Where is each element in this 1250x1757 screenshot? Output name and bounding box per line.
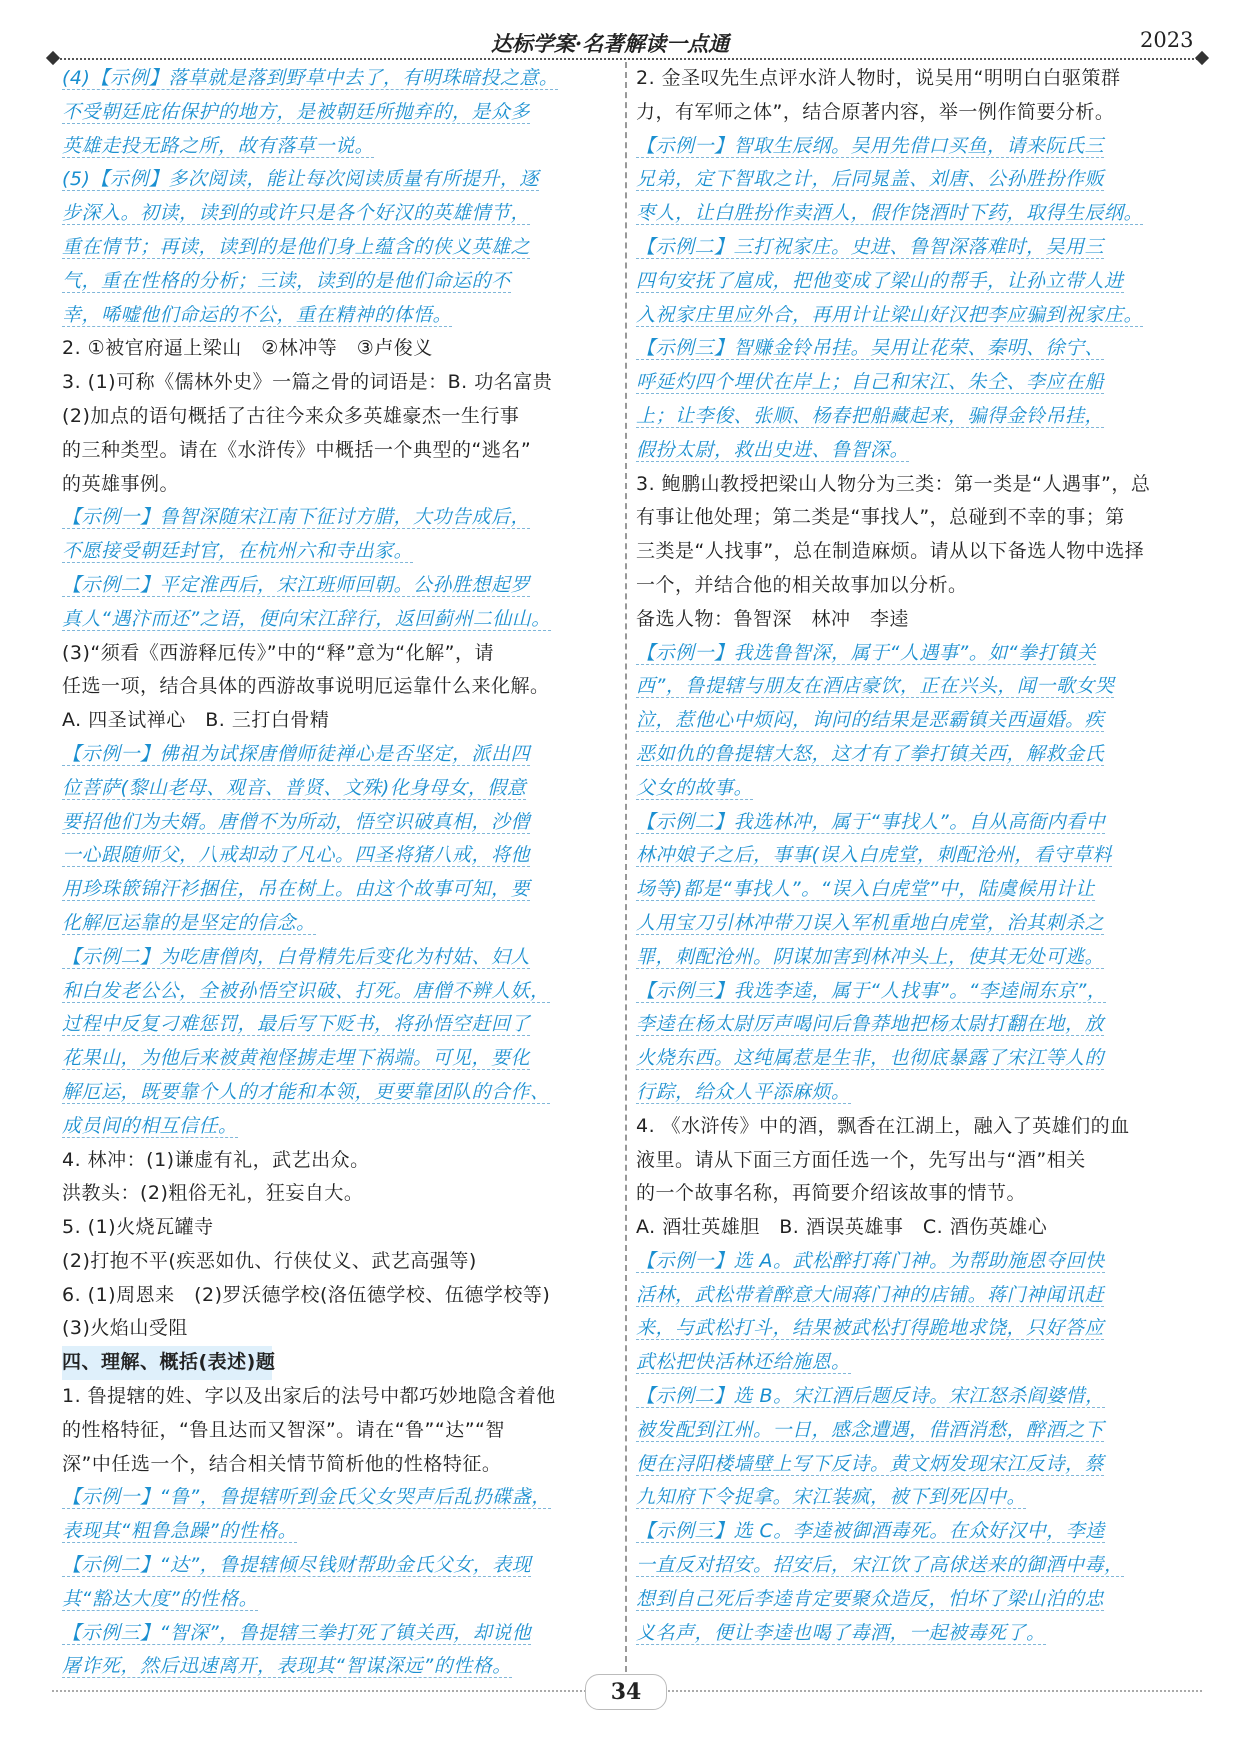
answer-line [62,839,612,873]
line-text: 化解厄运靠的是坚定的信念。 [62,911,316,934]
answer-line [636,1380,1196,1414]
answer-line [62,806,612,840]
question-line [62,1144,612,1178]
line-text: (2)加点的语句概括了古往今来众多英雄豪杰一生行事 [62,404,520,427]
header-year: 2023 [1140,28,1194,52]
line-text: 兄弟，定下智取之计，后同晁盖、刘唐、公孙胜扮作贩 [636,168,1105,191]
line-text: 一直反对招安。招安后，宋江饮了高俅送来的御酒中毒， [636,1554,1124,1577]
line-text: 5. (1)火烧瓦罐寺 [62,1216,214,1239]
question-line [62,1414,612,1448]
line-text: A. 酒壮英雄胆 B. 酒误英雄事 C. 酒伤英雄心 [636,1216,1048,1239]
answer-line [636,1346,1196,1380]
answer-line [636,1245,1196,1279]
answer-line [62,1515,612,1549]
answer-line [636,975,1196,1009]
question-line [636,1211,1196,1245]
line-text: 【示例一】选 A。武松醉打蒋门神。为帮助施恩夺回快 [636,1249,1105,1272]
answer-line [636,941,1196,975]
line-text: 深”中任选一个，结合相关情节简析他的性格特征。 [62,1452,502,1475]
answer-line [636,434,1196,468]
answer-line [636,265,1196,299]
left-diamond-icon [46,51,60,65]
line-text: 恶如仇的鲁提辖大怒，这才有了拳打镇关西，解救金氏 [636,742,1105,765]
line-text: 李逵在杨太尉厉声喝问后鲁莽地把杨太尉打翻在地，放 [636,1013,1105,1036]
answer-line [62,1076,612,1110]
question-line [636,1144,1196,1178]
line-text: 有事让他处理；第二类是“事找人”，总碰到不幸的事；第 [636,506,1125,529]
line-text: 表现其“粗鲁急躁”的性格。 [62,1520,298,1543]
line-text: 屠诈死，然后迅速离开，表现其“智谋深远”的性格。 [62,1655,512,1678]
answer-line [62,907,612,941]
line-text: 气，重在性格的分析；三读，读到的是他们命运的不 [62,269,511,292]
line-text: 【示例三】选 C。李逵被御酒毒死。在众好汉中，李逵 [636,1520,1105,1543]
line-text: 【示例一】鲁智深随宋江南下征讨方腊，大功告成后， [62,506,531,529]
answer-line [636,907,1196,941]
answer-line [636,1076,1196,1110]
line-text: 林冲娘子之后，事事(误入白虎堂，刺配沧州，看守草料 [636,844,1112,867]
answer-line [62,569,612,603]
answer-line [636,1549,1196,1583]
question-line [62,468,612,502]
answer-line [62,1583,612,1617]
answer-line [636,130,1196,164]
line-text: 来，与武松打斗，结果被武松打得跪地求饶，只好答应 [636,1317,1105,1340]
line-text: (2)打抱不平(疾恶如仇、行侠仗义、武艺高强等) [62,1249,477,1272]
line-text: 罪，刺配沧州。阴谋加害到林冲头上，使其无处可逃。 [636,945,1105,968]
answer-line [62,603,612,637]
answer-line [62,265,612,299]
answer-line [636,670,1196,704]
line-text: 被发配到江州。一日，感念遭遇，借酒消愁，醉酒之下 [636,1418,1105,1441]
line-text: 用珍珠篏锦汗衫捆住，吊在树上。由这个故事可知，要 [62,878,531,901]
line-text: 武松把快活林还给施恩。 [636,1351,851,1374]
question-line [62,670,612,704]
answer-line [62,62,612,96]
line-text: 义名声，便让李逵也喝了毒酒，一起被毒死了。 [636,1621,1046,1644]
answer-line [62,941,612,975]
answer-line [636,637,1196,671]
line-text: 人用宝刀引林冲带刀误入军机重地白虎堂，治其刺杀之 [636,911,1105,934]
answer-line [62,1481,612,1515]
question-line [636,569,1196,603]
line-text: 九知府下令捉拿。宋江装疯，被下到死囚中。 [636,1486,1027,1509]
answer-line [636,197,1196,231]
answer-line [636,873,1196,907]
line-text: A. 四圣试禅心 B. 三打白骨精 [62,709,330,732]
line-text: 和白发老公公，全被孙悟空识破、打死。唐僧不辨人妖， [62,979,550,1002]
answer-line [636,839,1196,873]
line-text: (4)【示例】落草就是落到野草中去了，有明珠暗投之意。 [62,67,559,89]
line-text: 4. 林冲：(1)谦虚有礼，武艺出众。 [62,1148,370,1171]
question-line [62,1211,612,1245]
answer-line [62,975,612,1009]
answer-line [62,1008,612,1042]
right-column [636,62,1196,1650]
line-text: 洪教头：(2)粗俗无礼，狂妄自大。 [62,1182,364,1205]
question-line [62,332,612,366]
line-text: 【示例一】佛祖为试探唐僧师徒禅心是否坚定，派出四 [62,742,531,765]
line-text: 【示例三】“智深”，鲁提辖三拳打死了镇关西，却说他 [62,1621,532,1644]
answer-line [62,231,612,265]
answer-line [636,163,1196,197]
line-text: 备选人物：鲁智深 林冲 李逵 [636,607,910,630]
line-text: 解厄运，既要靠个人的才能和本领，更要靠团队的合作、 [62,1080,550,1103]
question-line [62,704,612,738]
line-text: 西”，鲁提辖与朋友在酒店豪饮，正在兴头，闻一歌女哭 [636,675,1115,698]
answer-line [636,1617,1196,1651]
line-text: 枣人，让白胜扮作卖酒人，假作饶酒时下药，取得生辰纲。 [636,202,1144,225]
line-text: 【示例二】三打祝家庄。史进、鲁智深落难时，吴用三 [636,235,1105,258]
line-text: 泣，惹他心中烦闷，询问的结果是恶霸镇关西逼婚。疾 [636,709,1105,732]
answer-line [636,1312,1196,1346]
line-text: 父女的故事。 [636,776,754,799]
line-text: 液里。请从下面三方面任选一个，先写出与“酒”相关 [636,1148,1086,1171]
answer-line [636,1279,1196,1313]
line-text: 其“豁达大度”的性格。 [62,1587,259,1610]
page-number: 34 [585,1674,667,1710]
question-line [636,1177,1196,1211]
line-text: 【示例三】我选李逵，属于“人找事”。“李逵闹东京”， [636,979,1107,1002]
line-text: 不愿接受朝廷封官，在杭州六和寺出家。 [62,540,414,563]
line-text: 重在情节；再读，读到的是他们身上蕴含的侠义英雄之 [62,235,531,258]
line-text: 3. (1)可称《儒林外史》一篇之骨的词语是：B. 功名富贵 [62,371,553,394]
answer-line [62,535,612,569]
question-line [62,1448,612,1482]
answer-line [62,299,612,333]
answer-line [636,738,1196,772]
answer-line [636,299,1196,333]
answer-line [62,1549,612,1583]
answer-line [636,1414,1196,1448]
line-text: 呼延灼四个埋伏在岸上；自己和宋江、朱仝、李应在船 [636,371,1105,394]
answer-line [636,231,1196,265]
answer-line [636,1448,1196,1482]
line-text: 的三种类型。请在《水浒传》中概括一个典型的“逃名” [62,438,532,461]
answer-line [636,1583,1196,1617]
line-text: 想到自己死后李逵肯定要聚众造反，怕坏了梁山泊的忠 [636,1587,1105,1610]
book-title: 达标学案·名著解读一点通 [490,31,730,56]
line-text: 英雄走投无路之所，故有落草一说。 [62,134,375,157]
line-text: 火烧东西。这纯属惹是生非，也彻底暴露了宋江等人的 [636,1047,1105,1070]
line-text: 【示例二】为吃唐僧肉，白骨精先后变化为村姑、妇人 [62,945,531,968]
question-line [62,1245,612,1279]
line-text: 【示例二】平定淮西后，宋江班师回朝。公孙胜想起罗 [62,573,531,596]
line-text: 一个，并结合他的相关故事加以分析。 [636,573,968,596]
line-text: 不受朝廷庇佑保护的地方，是被朝廷所抛弃的，是众多 [62,100,531,123]
question-line [62,1177,612,1211]
answer-line [636,704,1196,738]
line-text: 幸，唏嘘他们命运的不公，重在精神的体悟。 [62,303,453,326]
line-text: 的英雄事例。 [62,472,180,495]
line-text: 【示例三】智赚金铃吊挂。吴用让花荣、秦明、徐宁、 [636,337,1105,360]
question-line [636,468,1196,502]
question-line [636,96,1196,130]
line-text: 上；让李俊、张顺、杨春把船藏起来，骗得金铃吊挂， [636,404,1105,427]
line-text: 的一个故事名称，再简要介绍该故事的情节。 [636,1182,1027,1205]
line-text: (5)【示例】多次阅读，能让每次阅读质量有所提升，逐 [62,168,539,191]
line-text: 步深入。初读，读到的或许只是各个好汉的英雄情节， [62,202,531,225]
line-text: 【示例二】“达”，鲁提辖倾尽钱财帮助金氏父女，表现 [62,1554,532,1577]
answer-line [62,1042,612,1076]
line-text: 力，有军师之体”，结合原著内容，举一例作简要分析。 [636,100,1115,123]
answer-line [62,96,612,130]
line-text: 四、理解、概括(表述)题 [62,1346,272,1380]
answer-line [62,772,612,806]
line-text: 行踪，给众人平添麻烦。 [636,1080,851,1103]
line-text: 2. 金圣叹先生点评水浒人物时，说吴用“明明白白驱策群 [636,67,1121,89]
question-line [62,366,612,400]
question-line [636,62,1196,96]
answer-line [636,1008,1196,1042]
line-text: 3. 鲍鹏山教授把梁山人物分为三类：第一类是“人遇事”，总 [636,472,1151,495]
question-line [636,501,1196,535]
line-text: 的性格特征，“鲁且达而又智深”。请在“鲁”“达”“智 [62,1418,505,1441]
line-text: 【示例二】选 B。宋江酒后题反诗。宋江怒杀阎婆惜， [636,1385,1105,1408]
line-text: 1. 鲁提辖的姓、字以及出家后的法号中都巧妙地隐含着他 [62,1385,556,1408]
line-text: 一心跟随师父，八戒却动了凡心。四圣将猪八戒，将他 [62,844,531,867]
line-text: 真人“遇汴而还”之语，便向宋江辞行，返回蓟州二仙山。 [62,607,551,630]
question-line [636,535,1196,569]
line-text: 花果山，为他后来被黄袍怪掳走埋下祸端。可见，要化 [62,1047,531,1070]
answer-line [62,1617,612,1651]
answer-line [62,738,612,772]
line-text: 【示例一】“鲁”，鲁提辖听到金氏父女哭声后乱扔碟盏， [62,1486,551,1509]
column-divider [625,62,627,1672]
question-line [62,1312,612,1346]
line-text: 入祝家庄里应外合，再用计让梁山好汉把李应骗到祝家庄。 [636,303,1144,326]
answer-line [62,163,612,197]
question-line [62,1380,612,1414]
answer-line [636,1515,1196,1549]
line-text: 成员间的相互信任。 [62,1114,238,1137]
line-text: 【示例一】我选鲁智深，属于“人遇事”。如“拳打镇关 [636,641,1097,664]
line-text: 过程中反复刁难惩罚，最后写下贬书，将孙悟空赶回了 [62,1013,531,1036]
answer-line [636,400,1196,434]
section-heading [62,1346,612,1380]
line-text: 位菩萨(黎山老母、观音、普贤、文殊)化身母女，假意 [62,776,527,799]
question-line [636,603,1196,637]
line-text: 活林，武松带着醉意大闹蒋门神的店铺。蒋门神闻讯赶 [636,1283,1105,1306]
line-text: 便在浔阳楼墙壁上写下反诗。黄文炳发现宋江反诗，蔡 [636,1452,1105,1475]
answer-line [62,873,612,907]
answer-line [636,332,1196,366]
question-line [62,1279,612,1313]
line-text: (3)“须看《西游释厄传》”中的“释”意为“化解”，请 [62,641,494,664]
question-line [62,400,612,434]
header-rule [52,58,1202,60]
line-text: 4. 《水浒传》中的酒，飘香在江湖上，融入了英雄们的血 [636,1114,1130,1137]
answer-line [62,1110,612,1144]
left-column [62,62,612,1684]
line-text: 三类是“人找事”，总在制造麻烦。请从以下备选人物中选择 [636,540,1145,563]
answer-line [62,130,612,164]
answer-line [636,366,1196,400]
line-text: 假扮太尉，救出史进、鲁智深。 [636,438,910,461]
question-line [62,434,612,468]
line-text: 四句安抚了扈成，把他变成了梁山的帮手，让孙立带人进 [636,269,1124,292]
answer-line [636,806,1196,840]
line-text: 【示例一】智取生辰纲。吴用先借口买鱼，请来阮氏三 [636,134,1105,157]
line-text: 【示例二】我选林冲，属于“事找人”。自从高衙内看中 [636,810,1106,833]
question-line [62,637,612,671]
line-text: (3)火焰山受阻 [62,1317,188,1340]
question-line [636,1110,1196,1144]
answer-line [62,501,612,535]
line-text: 场等)都是“事找人”。“误入白虎堂”中，陆虞候用计让 [636,878,1095,901]
answer-line [636,1042,1196,1076]
line-text: 6. (1)周恩来 (2)罗沃德学校(洛伍德学校、伍德学校等) [62,1283,551,1306]
right-diamond-icon [1195,51,1209,65]
answer-line [636,1481,1196,1515]
answer-line [62,1650,612,1684]
line-text: 要招他们为夫婿。唐僧不为所动，悟空识破真相，沙僧 [62,810,531,833]
answer-line [636,772,1196,806]
answer-line [62,197,612,231]
line-text: 2. ①被官府逼上梁山 ②林冲等 ③卢俊义 [62,337,433,360]
line-text: 任选一项，结合具体的西游故事说明厄运靠什么来化解。 [62,675,550,698]
